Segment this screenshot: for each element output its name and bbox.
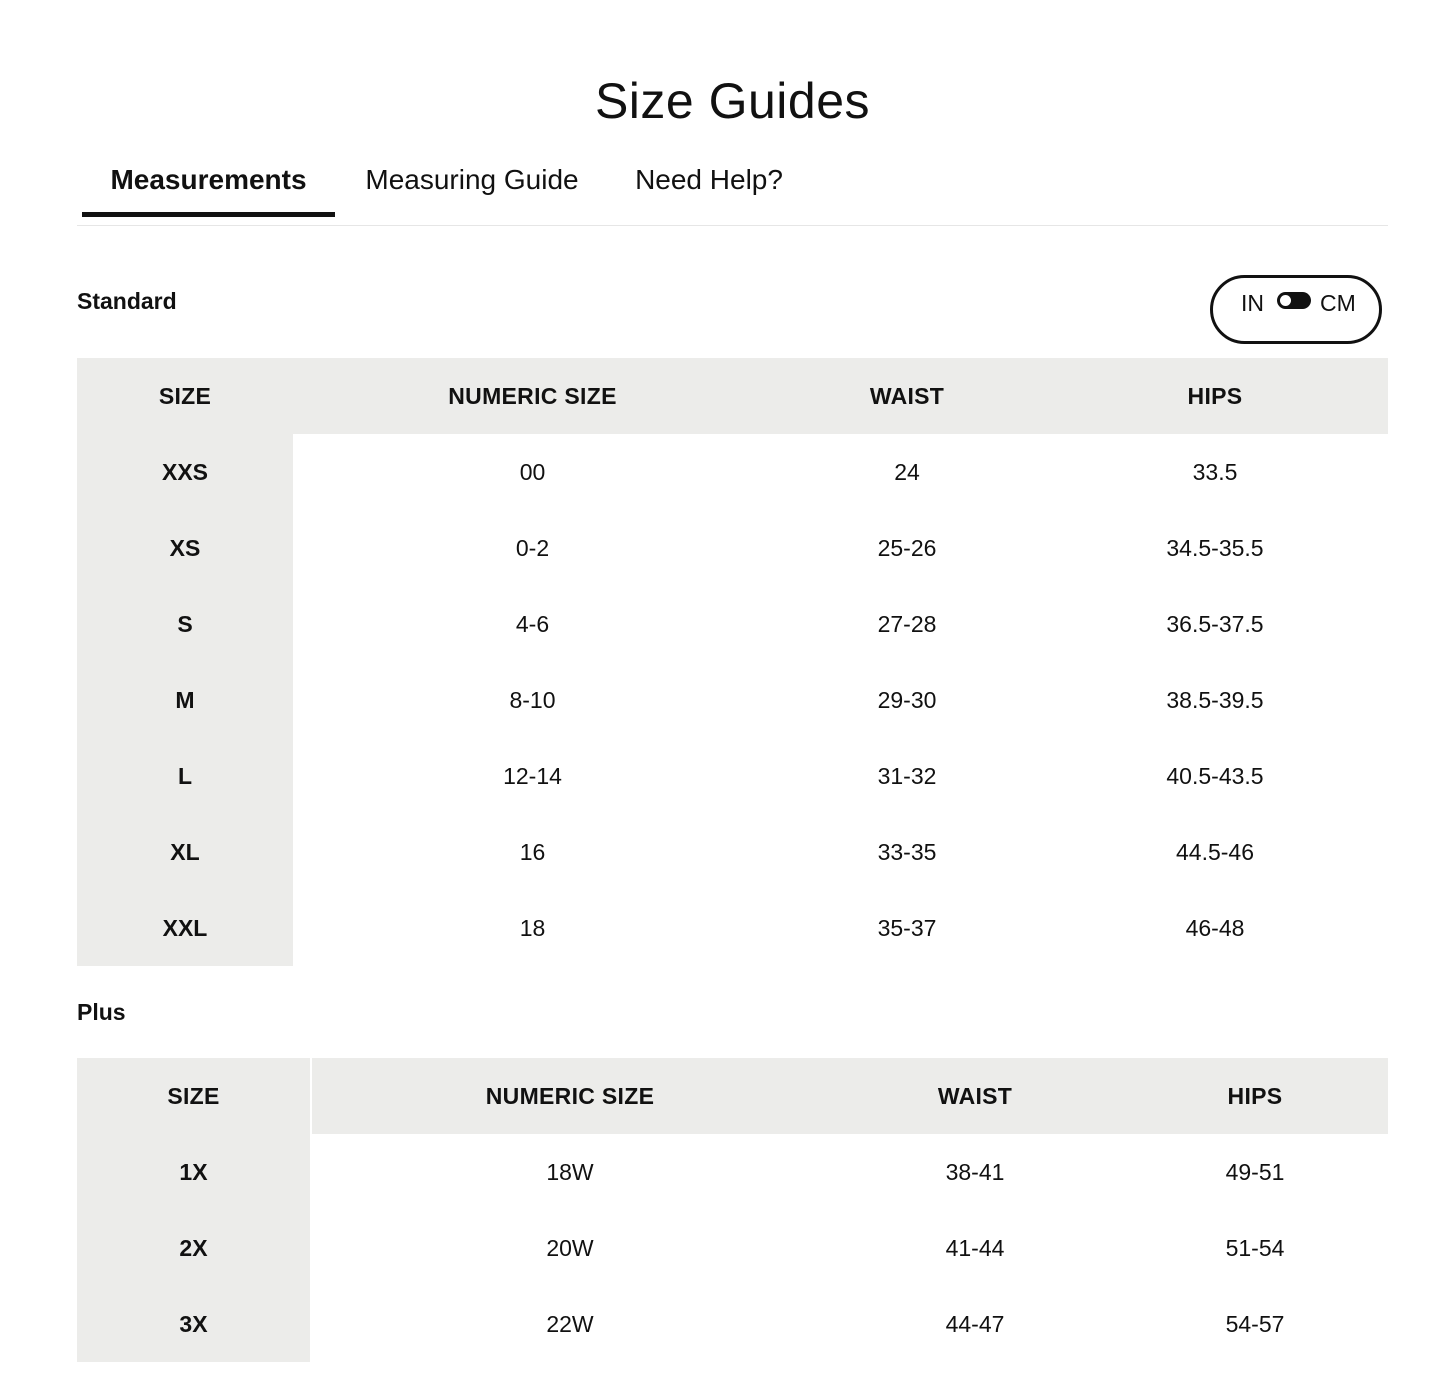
numeric-size-cell: 4-6 [515, 610, 550, 637]
header-size: SIZE [77, 358, 293, 434]
header-numeric-size: NUMERIC SIZE [311, 1058, 828, 1134]
header-size: SIZE [77, 1058, 311, 1134]
header-waist: WAIST [828, 1058, 1122, 1134]
waist-cell: 27-28 [877, 610, 937, 637]
waist-cell: 44-47 [945, 1310, 1005, 1337]
waist-cell: 35-37 [877, 914, 937, 941]
tab-measurements[interactable]: Measurements [82, 150, 335, 217]
table-row [77, 1134, 1388, 1210]
standard-size-table [77, 358, 1388, 966]
numeric-size-cell: 0-2 [515, 534, 550, 561]
header-waist: WAIST [772, 358, 1042, 434]
table-row [77, 510, 1388, 586]
waist-cell: 38-41 [945, 1158, 1005, 1185]
table-row [77, 814, 1388, 890]
size-cell: 1X [77, 1134, 311, 1210]
table-row [77, 662, 1388, 738]
size-cell: XS [77, 510, 293, 586]
size-cell: XL [77, 814, 293, 890]
size-cell: L [77, 738, 293, 814]
waist-cell: 29-30 [877, 686, 937, 713]
plus-size-table [77, 1058, 1388, 1362]
size-cell: M [77, 662, 293, 738]
header-hips: HIPS [1122, 1058, 1388, 1134]
waist-cell: 24 [894, 458, 920, 485]
hips-cell: 51-54 [1225, 1234, 1285, 1261]
table-row [77, 1286, 1388, 1362]
numeric-size-cell: 22W [546, 1310, 594, 1337]
numeric-size-cell: 12-14 [503, 762, 562, 789]
hips-cell: 40.5-43.5 [1166, 762, 1264, 789]
table-row [77, 890, 1388, 966]
size-cell: XXL [77, 890, 293, 966]
page-title: Size Guides [594, 72, 871, 129]
waist-cell: 33-35 [877, 838, 937, 865]
size-cell: 2X [77, 1210, 311, 1286]
tab-need-help[interactable]: Need Help? [635, 164, 783, 195]
unit-cm-label: CM [1320, 290, 1356, 316]
hips-cell: 34.5-35.5 [1166, 534, 1264, 561]
numeric-size-cell: 00 [519, 458, 546, 485]
hips-cell: 36.5-37.5 [1166, 610, 1264, 637]
numeric-size-cell: 16 [519, 838, 546, 865]
table-row [77, 434, 1388, 510]
hips-cell: 54-57 [1225, 1310, 1285, 1337]
numeric-size-cell: 8-10 [509, 686, 556, 713]
standard-section-label: Standard [77, 288, 177, 314]
waist-cell: 41-44 [945, 1234, 1005, 1261]
table-row [77, 738, 1388, 814]
hips-cell: 33.5 [1192, 458, 1238, 485]
table-header-row [77, 1058, 1388, 1134]
hips-cell: 49-51 [1225, 1158, 1285, 1185]
numeric-size-cell: 18 [519, 914, 546, 941]
waist-cell: 25-26 [877, 534, 937, 561]
size-cell: XXS [77, 434, 293, 510]
size-cell: S [77, 586, 293, 662]
unit-toggle[interactable] [1210, 275, 1382, 344]
header-numeric-size: NUMERIC SIZE [293, 358, 772, 434]
table-header-row [77, 358, 1388, 434]
unit-in-label: IN [1241, 290, 1264, 316]
hips-cell: 38.5-39.5 [1166, 686, 1264, 713]
tab-measuring-guide[interactable]: Measuring Guide [365, 164, 579, 195]
plus-section-label: Plus [77, 999, 126, 1025]
header-hips: HIPS [1042, 358, 1388, 434]
table-row [77, 1210, 1388, 1286]
toggle-switch-icon[interactable] [1277, 292, 1311, 309]
toggle-knob [1280, 295, 1291, 306]
numeric-size-cell: 18W [546, 1158, 594, 1185]
numeric-size-cell: 20W [546, 1234, 594, 1261]
waist-cell: 31-32 [877, 762, 937, 789]
tab-bar [77, 150, 1388, 226]
hips-cell: 46-48 [1185, 914, 1245, 941]
size-cell: 3X [77, 1286, 311, 1362]
hips-cell: 44.5-46 [1175, 838, 1254, 865]
table-row [77, 586, 1388, 662]
